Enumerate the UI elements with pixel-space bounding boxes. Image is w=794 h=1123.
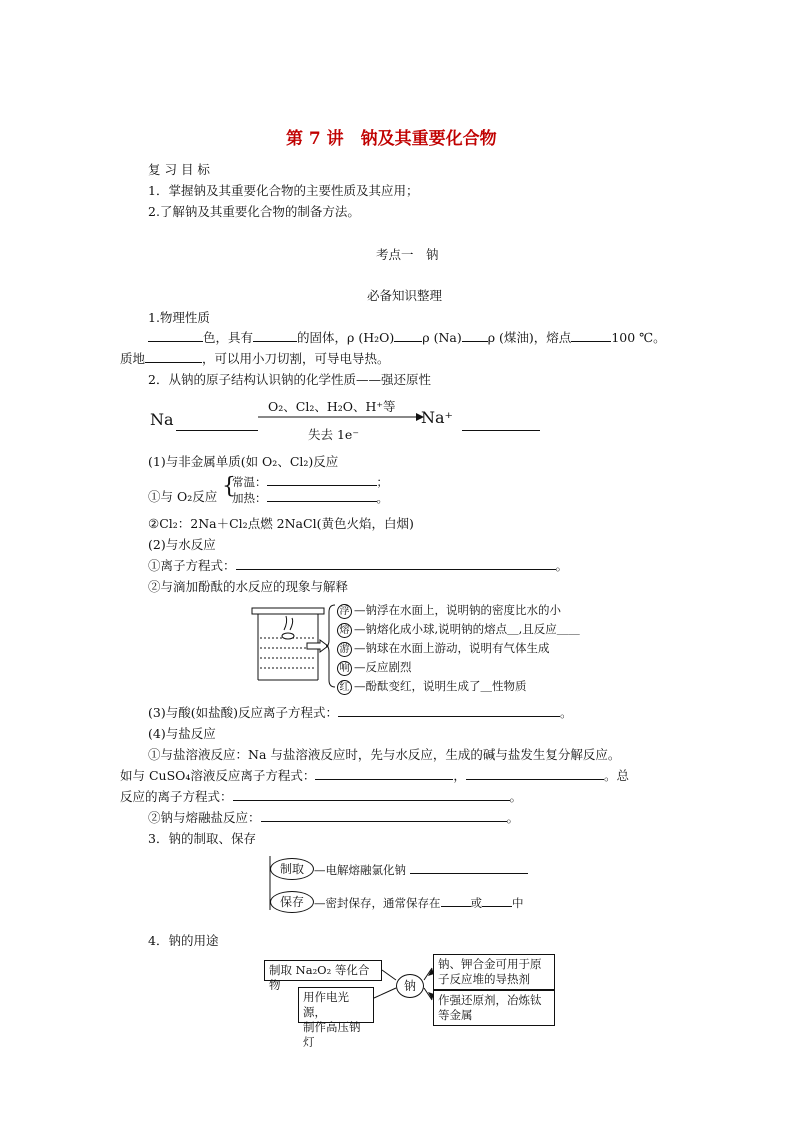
use-box-na2o2: 制取 Na₂O₂ 等化合物 (264, 960, 382, 981)
make-oval: 制取 (270, 858, 314, 880)
make-text: —电解熔融氯化钠 (314, 862, 528, 878)
text: 用作电光源， (303, 990, 349, 1019)
uses-heading: 4．钠的用途 (148, 933, 219, 948)
blank[interactable] (233, 789, 510, 801)
text: 酚酞变红，说明生成了＿性物质 (365, 679, 527, 693)
blank[interactable] (466, 768, 604, 780)
text: ，可以用小刀切割，可导电导热。 (202, 351, 390, 366)
blank[interactable] (571, 330, 611, 342)
nonmetal-heading: (1)与非金属单质(如 O₂、Cl₂)反应 (148, 454, 339, 469)
o2-label: ①与 O₂反应 (148, 489, 218, 504)
review-item-2: 2.了解钠及其重要化合物的制备方法。 (148, 204, 360, 219)
blank[interactable] (253, 330, 297, 342)
text: 100 ℃。 (611, 330, 666, 345)
brace-icon: { (222, 474, 236, 499)
phenomenon-item: 浮 —钠浮在水面上，说明钠的密度比水的小 (337, 601, 580, 620)
char-icon: 熔 (337, 623, 352, 638)
brace-icon (326, 604, 336, 688)
text: 反应的离子方程式： (120, 789, 233, 804)
arrow-icon (258, 412, 424, 422)
text: 钠浮在水面上，说明钠的密度比水的小 (365, 603, 561, 617)
text: 钠球在水面上游动，说明有气体生成 (365, 641, 550, 655)
text: (3)与酸(如盐酸)反应离子方程式： (148, 705, 338, 720)
phenolphthalein-heading: ②与滴加酚酞的水反应的现象与解释 (148, 579, 349, 594)
text: ρ (Na) (422, 330, 462, 345)
blank[interactable] (410, 862, 528, 874)
physical-line-1 (148, 328, 666, 346)
use-box-alloy (433, 954, 555, 990)
salt-heading: (4)与盐反应 (148, 726, 216, 741)
text: 作强还原剂，冶炼钛 (438, 993, 542, 1007)
char-icon: 红 (337, 680, 352, 695)
text: 密封保存，通常保存在 (325, 896, 441, 910)
salt-line-1: ①与盐溶液反应：Na 与盐溶液反应时，先与水反应，生成的碱与盐发生复分解反应。 (148, 747, 621, 762)
text: 质地 (120, 351, 146, 366)
blank[interactable] (394, 330, 422, 342)
text: 子反应堆的导热剂 (438, 972, 530, 986)
arrow-bottom-label: 失去 1e⁻ (308, 427, 359, 442)
phenomena-list (337, 601, 580, 696)
water-heading: (2)与水反应 (148, 537, 216, 552)
ionic-line (148, 556, 568, 574)
text: 。 (376, 491, 388, 505)
blank-line[interactable] (176, 430, 258, 431)
o2-heat (232, 490, 388, 506)
phenomenon-item: 红 —酚酞变红，说明生成了＿性物质 (337, 677, 580, 696)
keep-oval: 保存 (270, 891, 314, 913)
salt-line-3 (120, 787, 522, 805)
text: 或 (470, 896, 482, 910)
phenomenon-item: 响 —反应剧烈 (337, 658, 580, 677)
sub-title: 必备知识整理 (367, 288, 443, 303)
text: 钠熔化成小球,说明钠的熔点＿,且反应＿＿ (365, 622, 580, 636)
review-heading: 复 习 目 标 (148, 162, 210, 177)
text: 加热： (232, 491, 267, 505)
text: 反应剧烈 (365, 660, 412, 674)
blank[interactable] (267, 474, 377, 486)
na-right: Na⁺ (421, 408, 453, 427)
text: 制作高压钠灯 (303, 1020, 361, 1049)
use-box-reductant (433, 990, 555, 1026)
blank[interactable] (482, 895, 512, 907)
blank-line[interactable] (462, 430, 540, 431)
text: ρ (煤油)，熔点 (487, 330, 572, 345)
blank[interactable] (145, 351, 202, 363)
acid-line (148, 703, 572, 721)
blank[interactable] (267, 490, 377, 502)
text: ②钠与熔融盐反应： (148, 810, 261, 825)
blank[interactable] (315, 768, 453, 780)
char-icon: 浮 (337, 604, 352, 619)
char-icon: 响 (337, 661, 352, 676)
physical-heading: 1.物理性质 (148, 310, 210, 325)
blank[interactable] (441, 895, 471, 907)
cl2-reaction: ②Cl₂：2Na＋Cl₂点燃 2NaCl(黄色火焰，白烟) (148, 516, 414, 531)
text: 色，具有 (203, 330, 254, 345)
na-center-oval: 钠 (396, 974, 424, 998)
na-left: Na (150, 410, 174, 429)
text: 。 (509, 789, 523, 804)
text: ①离子方程式： (148, 558, 236, 573)
arrow-top-label: O₂、Cl₂、H₂O、H⁺等 (268, 399, 396, 414)
chem-heading: 2．从钠的原子结构认识钠的化学性质——强还原性 (148, 372, 431, 387)
text: 。 (555, 558, 569, 573)
text: 如与 CuSO₄溶液反应离子方程式： (120, 768, 316, 783)
use-box-lamp (298, 987, 374, 1049)
text: 的固体，ρ (H₂O) (297, 330, 395, 345)
text: 等金属 (438, 1008, 473, 1022)
section-title: 考点一 钠 (376, 247, 439, 262)
phenomenon-item: 游 —钠球在水面上游动，说明有气体生成 (337, 639, 580, 658)
char-icon: 游 (337, 642, 352, 657)
text: 钠、钾合金可用于原 (438, 957, 542, 971)
blank[interactable] (462, 330, 488, 342)
molten-line (148, 808, 519, 826)
prep-heading: 3．钠的制取、保存 (148, 831, 256, 846)
salt-line-2 (120, 766, 629, 784)
o2-normal (232, 474, 388, 490)
text: 。 (559, 705, 573, 720)
blank[interactable] (148, 330, 203, 342)
keep-text: —密封保存，通常保存在 或 中 (314, 896, 524, 910)
text: 中 (512, 896, 524, 910)
blank[interactable] (338, 705, 560, 717)
review-item-1: 1．掌握钠及其重要化合物的主要性质及其应用； (148, 183, 419, 198)
text: 。总 (603, 768, 629, 783)
text: ， (453, 768, 466, 783)
text: 常温： (232, 475, 267, 489)
blank[interactable] (236, 558, 556, 570)
page-title: 第 7 讲 钠及其重要化合物 (286, 129, 497, 149)
text: ； (376, 475, 388, 489)
text: 电解熔融氯化钠 (325, 863, 406, 877)
phenomenon-item: 熔 —钠熔化成小球,说明钠的熔点＿,且反应＿＿ (337, 620, 580, 639)
physical-line-2 (120, 349, 390, 367)
text: 。 (506, 810, 520, 825)
blank[interactable] (261, 810, 507, 822)
